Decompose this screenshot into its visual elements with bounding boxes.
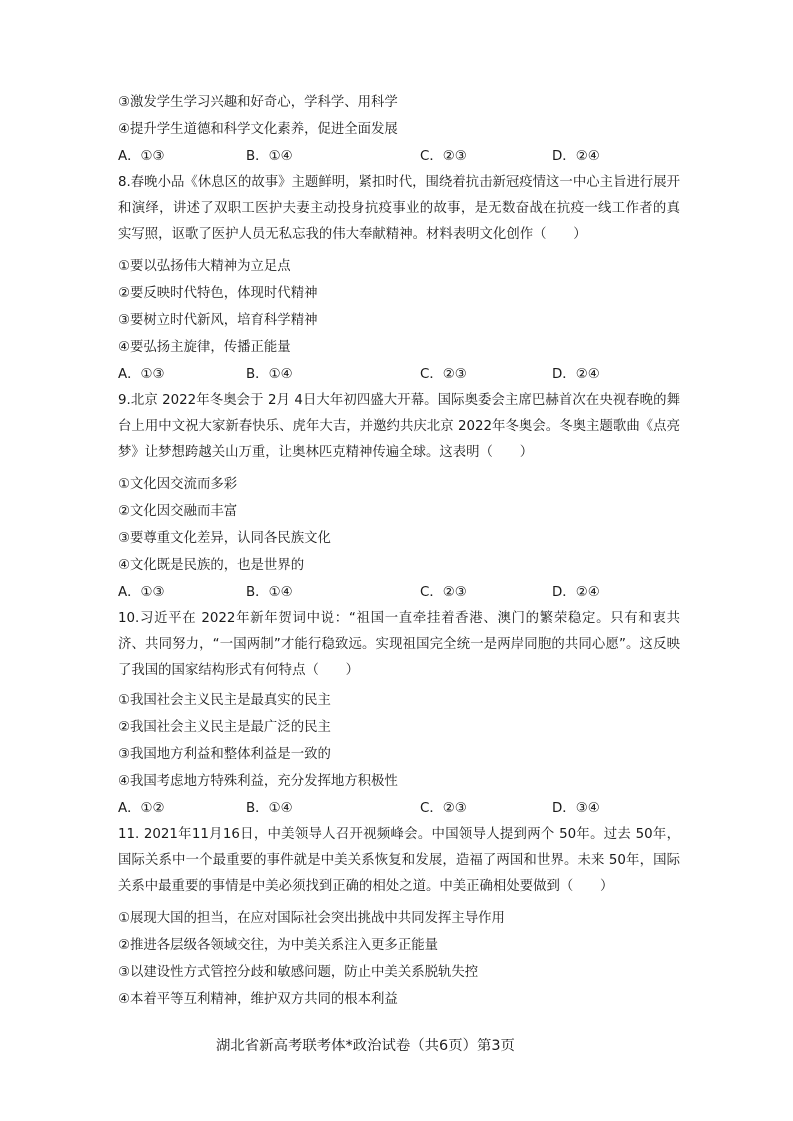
question-8-text: 8.春晚小品《休息区的故事》主题鲜明，紧扣时代，围绕着抗击新冠疫情这一中心主旨进行展开和演绎，讲述了双职工医护夫妻主动投身抗疫事业的故事，是无数奋战在抗疫一线工作者的真实写照，讴歌了医护人员无私忘我的伟大奉献精神。材料表明文化创作（ ）	[118, 175, 680, 242]
statement: ③要尊重文化差异，认同各民族文化	[118, 531, 331, 546]
statement: ③激发学生学习兴趣和好奇心，学科学、用科学	[118, 95, 398, 110]
statement: ④文化既是民族的，也是世界的	[118, 558, 305, 573]
statement: ①文化因交流而多彩	[118, 477, 238, 492]
option-b: B．①④	[246, 149, 293, 164]
option-b: B．①④	[246, 367, 293, 382]
statement: ④提升学生道德和科学文化素养，促进全面发展	[118, 122, 398, 137]
option-c: C．②③	[420, 801, 467, 816]
option-c: C．②③	[420, 149, 467, 164]
statement: ③我国地方利益和整体利益是一致的	[118, 747, 331, 762]
statement: ②要反映时代特色，体现时代精神	[118, 286, 318, 301]
question-11-text: 11. 2021年11月16日，中美领导人召开视频峰会。中国领导人提到两个 50年。过去 50年，国际关系中一个最重要的事件就是中美关系恢复和发展，造福了两国和世界。未来 50年，国际关系中最重要的事情是中美必须找到正确的相处之道。中美正确相处要做到（ ）	[118, 827, 680, 894]
option-b: B．①④	[246, 585, 293, 600]
option-c: C．②③	[420, 367, 467, 382]
option-a: A．①③	[118, 149, 165, 164]
option-a: A．①③	[118, 367, 165, 382]
option-a: A．①②	[118, 801, 165, 816]
statement: ②我国社会主义民主是最广泛的民主	[118, 720, 331, 735]
question-9-text: 9.北京 2022年冬奥会于 2月 4日大年初四盛大开幕。国际奥委会主席巴赫首次在央视春晚的舞台上用中文祝大家新春快乐、虎年大吉，并邀约共庆北京 2022年冬奥会。冬奥主题歌曲《点亮梦》让梦想跨越关山万重，让奥林匹克精神传遍全球。这表明（ ）	[118, 393, 680, 460]
option-d: D．②④	[552, 367, 600, 382]
option-c: C．②③	[420, 585, 467, 600]
statement: ③要树立时代新风，培育科学精神	[118, 313, 318, 328]
statement: ①展现大国的担当，在应对国际社会突出挑战中共同发挥主导作用	[118, 911, 505, 926]
statement: ④本着平等互利精神，维护双方共同的根本利益	[118, 992, 398, 1007]
statement: ④我国考虑地方特殊利益，充分发挥地方积极性	[118, 774, 398, 789]
page-footer: 湖北省新高考联考体*政治试卷（共6页）第3页	[216, 1038, 515, 1054]
statement: ①我国社会主义民主是最真实的民主	[118, 693, 331, 708]
option-d: D．②④	[552, 585, 600, 600]
statement: ③以建设性方式管控分歧和敏感问题，防止中美关系脱轨失控	[118, 965, 479, 980]
statement: ④要弘扬主旋律，传播正能量	[118, 340, 291, 355]
option-d: D．③④	[552, 801, 600, 816]
statement: ②推进各层级各领域交往，为中美关系注入更多正能量	[118, 938, 438, 953]
statement: ②文化因交融而丰富	[118, 504, 238, 519]
option-d: D．②④	[552, 149, 600, 164]
question-10-text: 10.习近平在 2022年新年贺词中说：“祖国一直牵挂着香港、澳门的繁荣稳定。只有和衷共济、共同努力，“一国两制”才能行稳致远。实现祖国完全统一是两岸同胞的共同心愿”。这反映了我国的国家结构形式有何特点（ ）	[118, 611, 680, 678]
statement: ①要以弘扬伟大精神为立足点	[118, 259, 291, 274]
option-b: B．①④	[246, 801, 293, 816]
option-a: A．①③	[118, 585, 165, 600]
